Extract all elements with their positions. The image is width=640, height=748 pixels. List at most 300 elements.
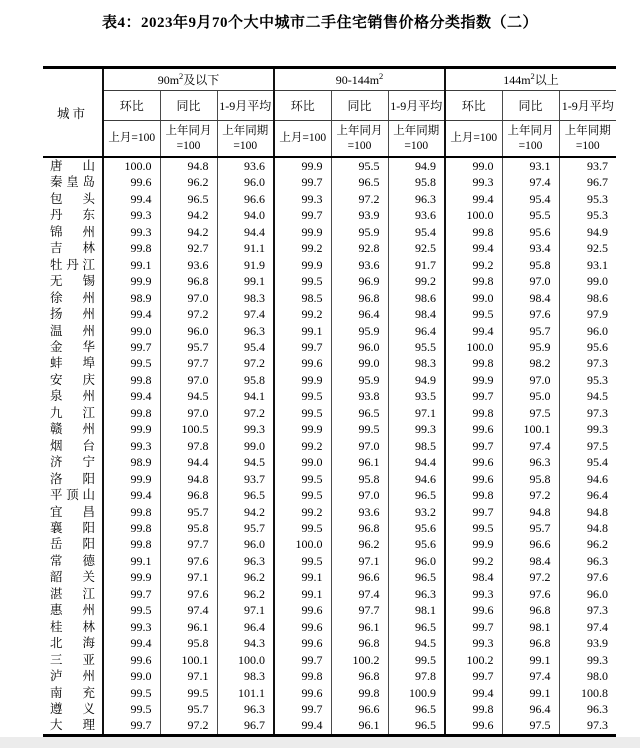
value-cell: 100.0 xyxy=(445,207,502,223)
value-cell: 99.8 xyxy=(103,536,160,552)
city-cell xyxy=(43,504,103,520)
value-cell: 93.6 xyxy=(217,157,274,174)
value-cell: 99.4 xyxy=(445,240,502,256)
city-name-char: 遵 xyxy=(50,701,63,716)
city-name-char: 南 xyxy=(50,685,63,700)
value-cell: 99.7 xyxy=(274,701,331,717)
city-cell xyxy=(43,355,103,371)
value-cell: 99.3 xyxy=(103,438,160,454)
value-cell: 91.9 xyxy=(217,257,274,273)
value-cell: 98.4 xyxy=(388,306,445,322)
group-label-sup: 2 xyxy=(179,71,184,81)
table-row xyxy=(43,240,616,256)
city-cell xyxy=(43,619,103,635)
city-cell xyxy=(43,438,103,454)
value-cell: 97.8 xyxy=(388,668,445,684)
value-cell: 99.9 xyxy=(103,471,160,487)
value-cell: 99.6 xyxy=(274,602,331,618)
city-name-char: 林 xyxy=(82,619,95,634)
city-name-char: 三 xyxy=(50,652,63,667)
value-cell: 99.2 xyxy=(388,273,445,289)
table-row xyxy=(43,668,616,684)
value-cell: 96.6 xyxy=(331,569,388,585)
value-cell: 96.7 xyxy=(217,717,274,735)
value-cell: 97.4 xyxy=(217,306,274,322)
value-cell: 94.4 xyxy=(160,454,217,470)
value-cell: 99.3 xyxy=(103,619,160,635)
value-cell: 99.0 xyxy=(103,323,160,339)
value-cell: 99.7 xyxy=(103,586,160,602)
city-name-char: 州 xyxy=(82,307,95,322)
base-header-same-period-last-year: 上年同期=100 xyxy=(388,121,445,158)
value-cell: 96.6 xyxy=(502,536,559,552)
value-cell: 96.6 xyxy=(217,191,274,207)
city-name xyxy=(43,668,102,684)
table-row xyxy=(43,685,616,701)
city-cell xyxy=(43,520,103,536)
value-cell: 99.0 xyxy=(331,355,388,371)
value-cell: 99.0 xyxy=(103,668,160,684)
value-cell: 97.9 xyxy=(559,306,616,322)
column-header-avg: 1-9月平均 xyxy=(388,91,445,121)
value-cell: 99.7 xyxy=(274,174,331,190)
table-row xyxy=(43,652,616,668)
value-cell: 97.4 xyxy=(502,174,559,190)
value-cell: 97.2 xyxy=(502,487,559,503)
city-cell xyxy=(43,685,103,701)
value-cell: 95.8 xyxy=(160,635,217,651)
city-cell xyxy=(43,191,103,207)
city-cell xyxy=(43,224,103,240)
city-name xyxy=(43,454,102,470)
value-cell: 96.0 xyxy=(559,586,616,602)
value-cell: 99.3 xyxy=(445,586,502,602)
column-header-city: 城市 xyxy=(43,68,103,158)
value-cell: 97.6 xyxy=(502,586,559,602)
value-cell: 99.8 xyxy=(103,520,160,536)
city-cell xyxy=(43,257,103,273)
value-cell: 99.6 xyxy=(103,174,160,190)
price-index-table xyxy=(43,66,616,737)
value-cell: 96.9 xyxy=(331,273,388,289)
value-cell: 99.4 xyxy=(103,191,160,207)
base-header-prev-month: 上月=100 xyxy=(445,121,502,158)
value-cell: 97.5 xyxy=(502,405,559,421)
value-cell: 99.6 xyxy=(445,454,502,470)
value-cell: 97.6 xyxy=(559,569,616,585)
value-cell: 100.0 xyxy=(274,536,331,552)
value-cell: 99.5 xyxy=(274,388,331,404)
value-cell: 99.9 xyxy=(445,372,502,388)
value-cell: 93.7 xyxy=(559,157,616,174)
value-cell: 95.5 xyxy=(331,157,388,174)
value-cell: 99.6 xyxy=(274,635,331,651)
value-cell: 96.0 xyxy=(331,339,388,355)
value-cell: 93.1 xyxy=(559,257,616,273)
column-header-yoy: 同比 xyxy=(331,91,388,121)
value-cell: 94.5 xyxy=(217,454,274,470)
value-cell: 99.8 xyxy=(445,273,502,289)
value-cell: 96.3 xyxy=(388,191,445,207)
column-header-yoy: 同比 xyxy=(160,91,217,121)
value-cell: 91.7 xyxy=(388,257,445,273)
value-cell: 96.8 xyxy=(160,487,217,503)
city-name-char: 阳 xyxy=(82,471,95,486)
value-cell: 97.3 xyxy=(559,405,616,421)
value-cell: 93.6 xyxy=(331,504,388,520)
value-cell: 96.1 xyxy=(331,619,388,635)
value-cell: 93.8 xyxy=(331,388,388,404)
value-cell: 99.7 xyxy=(103,717,160,735)
value-cell: 95.3 xyxy=(559,207,616,223)
value-cell: 99.9 xyxy=(445,536,502,552)
value-cell: 94.6 xyxy=(559,471,616,487)
value-cell: 99.9 xyxy=(274,372,331,388)
bottom-strip xyxy=(0,737,640,748)
value-cell: 96.2 xyxy=(559,536,616,552)
city-name-char: 华 xyxy=(82,339,95,354)
table-row xyxy=(43,207,616,223)
value-cell: 99.3 xyxy=(274,191,331,207)
value-cell: 100.8 xyxy=(559,685,616,701)
city-name-char: 海 xyxy=(82,636,95,651)
value-cell: 94.4 xyxy=(388,454,445,470)
city-name-char: 宁 xyxy=(82,455,95,470)
value-cell: 97.4 xyxy=(502,668,559,684)
value-cell: 94.3 xyxy=(217,635,274,651)
value-cell: 96.3 xyxy=(559,701,616,717)
city-name-char: 徐 xyxy=(50,290,63,305)
city-name-char: 丹 xyxy=(66,257,79,272)
value-cell: 94.9 xyxy=(388,157,445,174)
city-name-char: 阳 xyxy=(82,537,95,552)
city-name-char: 台 xyxy=(82,438,95,453)
value-cell: 99.3 xyxy=(103,207,160,223)
city-name-char: 无 xyxy=(50,274,63,289)
value-cell: 99.4 xyxy=(103,487,160,503)
value-cell: 93.2 xyxy=(388,504,445,520)
value-cell: 94.6 xyxy=(388,471,445,487)
value-cell: 96.8 xyxy=(331,520,388,536)
value-cell: 95.6 xyxy=(559,339,616,355)
value-cell: 96.2 xyxy=(160,174,217,190)
value-cell: 97.5 xyxy=(502,717,559,735)
table-row xyxy=(43,504,616,520)
city-name-char: 江 xyxy=(82,405,95,420)
value-cell: 94.8 xyxy=(559,504,616,520)
city-name-char: 关 xyxy=(82,570,95,585)
city-name xyxy=(43,602,102,618)
value-cell: 94.8 xyxy=(502,504,559,520)
value-cell: 99.2 xyxy=(445,553,502,569)
value-cell: 95.8 xyxy=(502,471,559,487)
value-cell: 97.6 xyxy=(160,553,217,569)
city-name xyxy=(43,207,102,223)
value-cell: 99.5 xyxy=(331,421,388,437)
city-name xyxy=(43,158,102,174)
city-name-char: 温 xyxy=(50,323,63,338)
value-cell: 99.5 xyxy=(160,685,217,701)
value-cell: 99.6 xyxy=(445,717,502,735)
city-name-char: 韶 xyxy=(50,570,63,585)
value-cell: 92.7 xyxy=(160,240,217,256)
city-name xyxy=(43,520,102,536)
value-cell: 99.2 xyxy=(274,306,331,322)
table-row xyxy=(43,569,616,585)
value-cell: 100.5 xyxy=(160,421,217,437)
city-name xyxy=(43,586,102,602)
table-row xyxy=(43,602,616,618)
value-cell: 96.3 xyxy=(217,701,274,717)
value-cell: 96.0 xyxy=(217,174,274,190)
city-name-char: 顶 xyxy=(66,488,79,503)
value-cell: 98.6 xyxy=(388,290,445,306)
value-cell: 98.3 xyxy=(388,355,445,371)
value-cell: 99.1 xyxy=(274,586,331,602)
value-cell: 97.4 xyxy=(559,619,616,635)
value-cell: 94.8 xyxy=(160,157,217,174)
value-cell: 94.2 xyxy=(160,207,217,223)
city-name xyxy=(43,290,102,306)
value-cell: 98.4 xyxy=(502,290,559,306)
table-row xyxy=(43,438,616,454)
value-cell: 99.7 xyxy=(445,438,502,454)
value-cell: 98.0 xyxy=(559,668,616,684)
city-name-char: 州 xyxy=(82,389,95,404)
table-row xyxy=(43,388,616,404)
value-cell: 98.9 xyxy=(103,454,160,470)
value-cell: 97.0 xyxy=(331,487,388,503)
value-cell: 95.4 xyxy=(502,191,559,207)
table-row xyxy=(43,471,616,487)
value-cell: 96.4 xyxy=(217,619,274,635)
value-cell: 94.1 xyxy=(217,388,274,404)
city-name-char: 包 xyxy=(50,191,63,206)
table-row xyxy=(43,405,616,421)
city-cell xyxy=(43,586,103,602)
value-cell: 96.5 xyxy=(160,191,217,207)
table-row xyxy=(43,520,616,536)
city-name-char: 秦 xyxy=(50,175,63,190)
table-row xyxy=(43,174,616,190)
value-cell: 95.9 xyxy=(502,339,559,355)
value-cell: 94.9 xyxy=(559,224,616,240)
value-cell: 95.8 xyxy=(160,520,217,536)
city-name xyxy=(43,421,102,437)
value-cell: 97.2 xyxy=(331,191,388,207)
city-name-char: 庆 xyxy=(82,372,95,387)
value-cell: 96.1 xyxy=(331,717,388,735)
value-cell: 99.4 xyxy=(445,323,502,339)
city-name-char: 烟 xyxy=(50,438,63,453)
city-cell xyxy=(43,306,103,322)
city-name-char: 义 xyxy=(82,701,95,716)
value-cell: 99.6 xyxy=(103,652,160,668)
value-cell: 96.5 xyxy=(388,487,445,503)
value-cell: 99.9 xyxy=(103,569,160,585)
value-cell: 95.8 xyxy=(217,372,274,388)
value-cell: 96.0 xyxy=(388,553,445,569)
value-cell: 99.7 xyxy=(445,504,502,520)
value-cell: 99.4 xyxy=(103,388,160,404)
city-name-char: 丹 xyxy=(50,208,63,223)
value-cell: 96.8 xyxy=(331,635,388,651)
city-cell xyxy=(43,471,103,487)
value-cell: 96.8 xyxy=(502,635,559,651)
value-cell: 98.2 xyxy=(502,355,559,371)
city-cell xyxy=(43,668,103,684)
base-header-same-month-last-year: 上年同月=100 xyxy=(331,121,388,158)
value-cell: 99.5 xyxy=(388,652,445,668)
value-cell: 93.6 xyxy=(331,257,388,273)
value-cell: 99.7 xyxy=(445,388,502,404)
city-name xyxy=(43,569,102,585)
value-cell: 99.8 xyxy=(331,685,388,701)
value-cell: 99.5 xyxy=(274,553,331,569)
city-name-char: 山 xyxy=(82,488,95,503)
city-cell xyxy=(43,635,103,651)
value-cell: 96.4 xyxy=(502,701,559,717)
value-cell: 100.2 xyxy=(445,652,502,668)
value-cell: 99.1 xyxy=(502,685,559,701)
value-cell: 95.4 xyxy=(559,454,616,470)
city-name xyxy=(43,438,102,454)
city-cell xyxy=(43,207,103,223)
table-row xyxy=(43,536,616,552)
value-cell: 100.1 xyxy=(502,421,559,437)
value-cell: 96.7 xyxy=(559,174,616,190)
value-cell: 99.5 xyxy=(274,273,331,289)
city-name-char: 州 xyxy=(82,323,95,338)
city-name xyxy=(43,388,102,404)
table-row xyxy=(43,224,616,240)
value-cell: 97.4 xyxy=(331,586,388,602)
value-cell: 95.5 xyxy=(388,339,445,355)
table-body xyxy=(43,157,616,735)
value-cell: 97.0 xyxy=(502,372,559,388)
value-cell: 97.1 xyxy=(331,553,388,569)
value-cell: 96.4 xyxy=(331,306,388,322)
value-cell: 97.1 xyxy=(217,602,274,618)
value-cell: 99.9 xyxy=(274,157,331,174)
value-cell: 92.5 xyxy=(559,240,616,256)
value-cell: 100.0 xyxy=(103,157,160,174)
value-cell: 95.8 xyxy=(331,471,388,487)
city-name-char: 宜 xyxy=(50,504,63,519)
city-name xyxy=(43,257,102,273)
city-name-char: 阳 xyxy=(82,520,95,535)
value-cell: 100.0 xyxy=(445,339,502,355)
city-cell xyxy=(43,388,103,404)
city-cell xyxy=(43,701,103,717)
value-cell: 97.3 xyxy=(559,717,616,735)
value-cell: 93.7 xyxy=(217,471,274,487)
value-cell: 92.8 xyxy=(331,240,388,256)
city-name-char: 金 xyxy=(50,339,63,354)
city-name-char: 唐 xyxy=(50,159,63,173)
base-header-same-month-last-year: 上年同月=100 xyxy=(502,121,559,158)
value-cell: 99.8 xyxy=(103,372,160,388)
value-cell: 95.7 xyxy=(160,339,217,355)
value-cell: 97.8 xyxy=(160,438,217,454)
city-name-char: 惠 xyxy=(50,603,63,618)
city-name-char: 锡 xyxy=(82,274,95,289)
value-cell: 94.2 xyxy=(160,224,217,240)
city-name xyxy=(43,191,102,207)
value-cell: 99.6 xyxy=(445,421,502,437)
city-name-char: 泉 xyxy=(50,389,63,404)
city-cell xyxy=(43,652,103,668)
city-name xyxy=(43,273,102,289)
value-cell: 97.2 xyxy=(217,355,274,371)
value-cell: 99.2 xyxy=(445,257,502,273)
city-cell xyxy=(43,323,103,339)
value-cell: 99.3 xyxy=(445,174,502,190)
value-cell: 95.8 xyxy=(502,257,559,273)
column-header-mom: 环比 xyxy=(274,91,331,121)
table-row xyxy=(43,355,616,371)
value-cell: 99.4 xyxy=(445,191,502,207)
value-cell: 99.2 xyxy=(274,504,331,520)
value-cell: 96.4 xyxy=(559,487,616,503)
city-name-char: 岛 xyxy=(82,175,95,190)
value-cell: 94.5 xyxy=(559,388,616,404)
value-cell: 96.1 xyxy=(160,619,217,635)
value-cell: 99.5 xyxy=(103,685,160,701)
value-cell: 99.7 xyxy=(445,668,502,684)
base-header-same-period-last-year: 上年同期=100 xyxy=(217,121,274,158)
group-header-90-and-below xyxy=(103,68,274,91)
value-cell: 95.8 xyxy=(388,174,445,190)
value-cell: 97.0 xyxy=(160,290,217,306)
city-name-char: 亚 xyxy=(82,652,95,667)
value-cell: 99.1 xyxy=(274,569,331,585)
city-name xyxy=(43,471,102,487)
city-cell xyxy=(43,602,103,618)
value-cell: 99.9 xyxy=(103,273,160,289)
group-label-text: 及以下 xyxy=(183,73,220,87)
value-cell: 99.8 xyxy=(445,405,502,421)
value-cell: 99.5 xyxy=(274,487,331,503)
base-header-prev-month: 上月=100 xyxy=(274,121,331,158)
table-row xyxy=(43,372,616,388)
city-name xyxy=(43,504,102,520)
value-cell: 99.4 xyxy=(103,306,160,322)
group-label-text: 以上 xyxy=(534,73,559,87)
value-cell: 97.7 xyxy=(160,355,217,371)
value-cell: 97.5 xyxy=(559,438,616,454)
value-cell: 99.1 xyxy=(274,323,331,339)
value-cell: 96.5 xyxy=(388,619,445,635)
value-cell: 99.7 xyxy=(445,619,502,635)
value-cell: 99.6 xyxy=(445,471,502,487)
table-row xyxy=(43,157,616,174)
value-cell: 99.5 xyxy=(274,405,331,421)
value-cell: 96.5 xyxy=(388,569,445,585)
value-cell: 100.2 xyxy=(331,652,388,668)
value-cell: 99.0 xyxy=(559,273,616,289)
value-cell: 96.2 xyxy=(217,569,274,585)
value-cell: 98.1 xyxy=(388,602,445,618)
city-name xyxy=(43,405,102,421)
value-cell: 99.7 xyxy=(274,339,331,355)
table-row xyxy=(43,421,616,437)
value-cell: 99.6 xyxy=(445,602,502,618)
group-label-text: 90-144m xyxy=(335,73,380,87)
value-cell: 94.4 xyxy=(217,224,274,240)
city-name-char: 充 xyxy=(82,685,95,700)
city-name-char: 平 xyxy=(50,488,63,503)
